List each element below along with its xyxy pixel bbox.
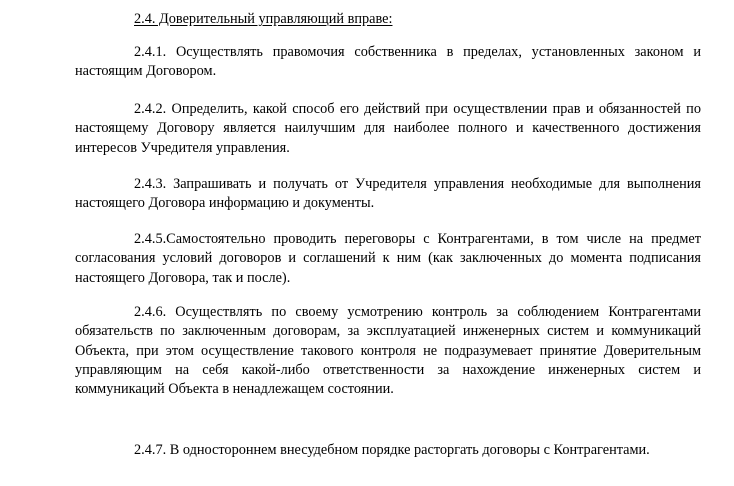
clause-2-4-3: 2.4.3. Запрашивать и получать от Учредителя управления необходимые для выполнения настоящего Договора информацию и документы. [75,176,701,212]
clause-2-4-6: 2.4.6. Осуществлять по своему усмотрению контроль за соблюдением Контрагентами обязательств по заключенным договорам, за эксплуатацией инженерных систем и коммуникаций Объекта, при этом осуществление такового контроля не подразумевает принятие Доверительным управляющим на себя какой-либо ответственности за нахождение инженерных систем и коммуникаций Объекта в ненадлежащем состоянии. [75,304,701,398]
clause-2-4-5: 2.4.5.Самостоятельно проводить переговоры с Контрагентами, в том числе на предмет согласования условий договоров и соглашений к ним (как заключенных до момента подписания настоящего Договора, так и после). [75,231,701,286]
section-heading: 2.4. Доверительный управляющий вправе: [134,11,393,27]
clause-2-4-2: 2.4.2. Определить, какой способ его действий при осуществлении прав и обязанностей по настоящему Договору является наилучшим для наиболее полного и качественного достижения интересов Учредителя управления. [75,101,701,156]
clause-2-4-7: 2.4.7. В одностороннем внесудебном порядке расторгать договоры с Контрагентами. [134,442,650,458]
clause-2-4-1: 2.4.1. Осуществлять правомочия собственника в пределах, установленных законом и настоящим Договором. [75,44,701,80]
